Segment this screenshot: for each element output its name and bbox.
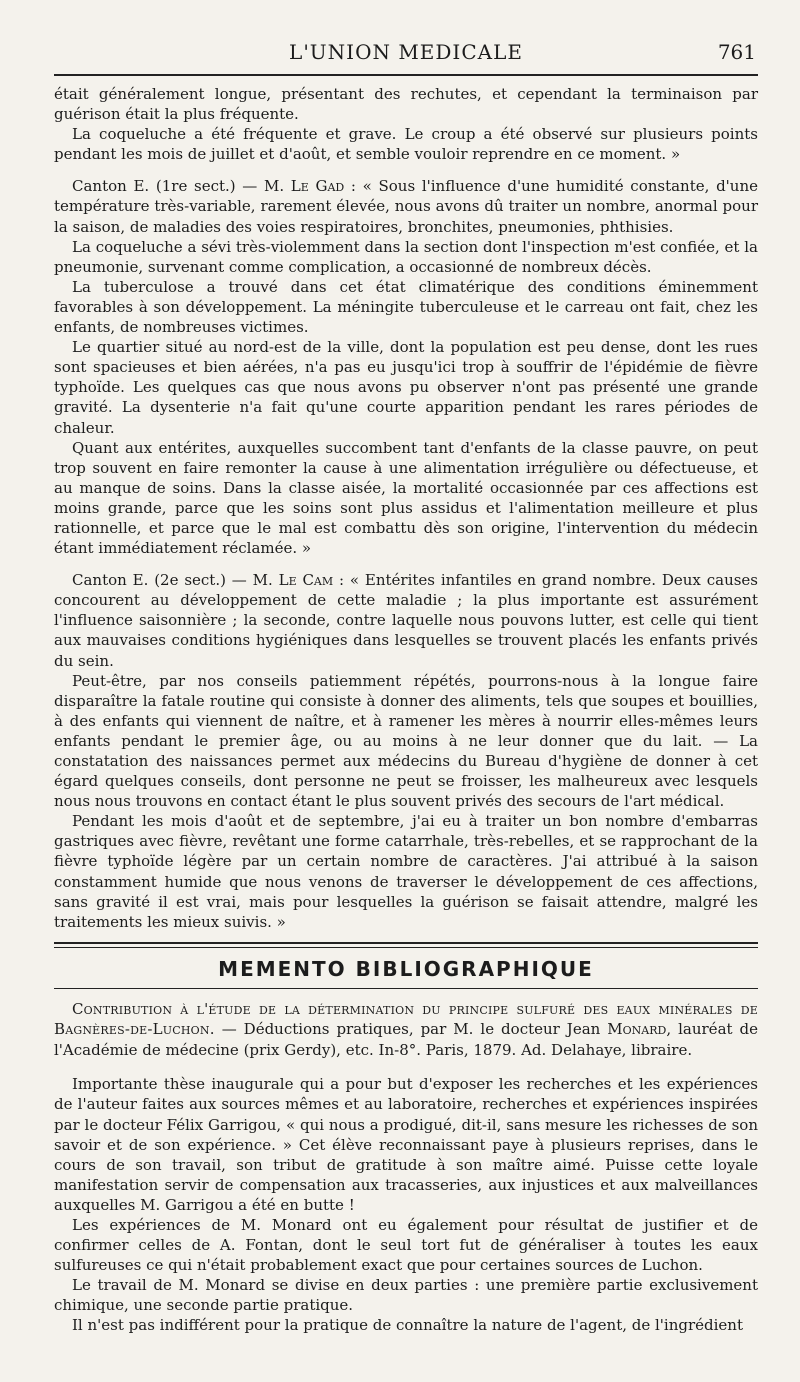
paragraph: La tuberculose a trouvé dans cet état climatérique des conditions éminemment favorables à son développement. La méningite tuberculeuse et le carreau ont fait, chez les enfants, de nombreuses victimes. (54, 277, 758, 337)
title-rule (54, 988, 758, 989)
report-canton-e-1 (54, 176, 758, 236)
article-body (54, 84, 758, 932)
memento-section (54, 999, 758, 1336)
paragraph: La coqueluche a sévi très-violemment dans la section dont l'inspection m'est confiée, et la pneumonie, survenant comme complication, a occasionné de nombreux décès. (54, 237, 758, 276)
report-text: : « Entérites infantiles en grand nombre. Deux causes concourent au développement de cette maladie ; la plus importante est assurément l'influence saisonnière ; la seconde, contre laquelle nous pouvons lutter, est celle qui tient aux mauvaises conditions hygiéniques dans lesquelles se trouvent placés les enfants privés du sein. (54, 571, 758, 670)
report-author: Le Cam (278, 571, 334, 590)
running-head (54, 36, 758, 76)
paragraph: Peut-être, par nos conseils patiemment répétés, pourrons-nous à la longue faire disparaître la fatale routine qui consiste à donner des aliments, tels que soupes et bouillies, à des enfants qui viennent de naître, et à ramener les mères à nourrir elles-mêmes leurs enfants pendant le premier âge, ou au moins à ne leur donner que du lait. — La constatation des naissances permet aux médecins du Bureau d'hygiène de donner à cet égard quelques conseils, dont personne ne peut se froisser, les malheureux avec lesquels nous nous trouvons en contact étant le plus souvent privés des secours de l'art médical. (54, 671, 758, 811)
paragraph: était généralement longue, présentant des rechutes, et cependant la terminaison par guérison était la plus fréquente. (54, 85, 758, 124)
review-paragraph: Il n'est pas indifférent pour la pratique de connaître la nature de l'agent, de l'ingrédient (72, 1316, 743, 1335)
entry-title: Contribution à l'étude de la détermination du principe sulfuré des eaux minérales de Bagnères-de-Luchon. (54, 999, 758, 1039)
paragraph: Quant aux entérites, auxquelles succombent tant d'enfants de la classe pauvre, on peut trop souvent en faire remonter la cause à une alimentation irrégulière ou défectueuse, et au manque de soins. Dans la classe aisée, la mortalité occasionnée par ces affections est moins grande, parce que les soins sont plus assidus et l'alimentation meilleure et plus rationnelle, et parce que le mal est combattu dès son origine, l'intervention du médecin étant immédiatement réclamée. » (54, 438, 758, 558)
review-paragraph: Le travail de M. Monard se divise en deux parties : une première partie exclusivement chimique, une seconde partie pratique. (54, 1276, 758, 1315)
report-text: : « Sous l'influence d'une humidité constante, d'une température très-variable, rarement élevée, nous avons dû traiter un nombre, anormal pour la saison, de maladies des voies respiratoires, bronchites, pneumonies, phthisies. (54, 177, 758, 236)
entry-details: — Déductions pratiques, par M. le docteur Jean (214, 1020, 608, 1039)
paragraph: La coqueluche a été fréquente et grave. Le croup a été observé sur plusieurs points pendant les mois de juillet et d'août, et semble vouloir reprendre en ce moment. » (54, 125, 758, 164)
report-canton: Canton E. (2e sect.) — M. (72, 571, 279, 590)
paragraph: Le quartier situé au nord-est de la ville, dont la population est peu dense, dont les rues sont spacieuses et bien aérées, n'a pas eu jusqu'ici trop à souffrir de l'épidémie de fièvre typhoïde. Les quelques cas que nous avons pu observer n'ont pas présenté une grande gravité. La dysenterie n'a fait qu'une courte apparition pendant les rares périodes de chaleur. (54, 338, 758, 437)
bibliographic-entry (54, 999, 758, 1061)
review-paragraph: Importante thèse inaugurale qui a pour but d'exposer les recherches et les expériences de l'auteur faites aux sources mêmes et au laboratoire, recherches et expériences inspirées par le docteur Félix Garrigou, « qui nous a prodigué, dit-il, sans mesure les richesses de son savoir et de son expérience. » Cet élève reconnaissant paye à plusieurs reprises, dans le cours de son travail, son tribut de gratitude à son maître aimé. Puisse cette loyale manifestation servir de compensation aux tracasseries, aux injustices et aux malveillances auxquelles M. Garrigou a été en butte ! (54, 1075, 758, 1214)
entry-publication: , lauréat de l'Académie de médecine (prix Gerdy), etc. In-8°. Paris, 1879. Ad. Delahaye, libraire. (54, 1020, 758, 1059)
review (54, 1074, 758, 1335)
review-paragraph: Les expériences de M. Monard ont eu également pour résultat de justifier et de confirmer celles de A. Fontan, dont le seul tort fut de généraliser à toutes les eaux sulfureuses ce qui n'était probablement exact que pour certaines sources de Luchon. (54, 1216, 758, 1275)
running-title: L'UNION MEDICALE (289, 40, 523, 64)
entry-author: Monard (607, 1020, 667, 1039)
report-canton: Canton E. (1re sect.) — M. (72, 177, 291, 196)
page-number: 761 (717, 40, 756, 64)
section-divider (54, 942, 758, 948)
paragraph: Pendant les mois d'août et de septembre, j'ai eu à traiter un bon nombre d'embarras gastriques avec fièvre, revêtant une forme catarrhale, très-rebelles, et se rapprochant de la fièvre typhoïde légère par un certain nombre de caractères. J'ai attribué à la saison constamment humide que nous venons de traverser le développement de ces affections, sans gravité il est vrai, mais pour lesquelles la guérison se faisait attendre, malgré les traitements les mieux suivis. » (54, 812, 758, 931)
report-canton-e-2 (54, 570, 758, 670)
report-author: Le Gad (290, 177, 345, 196)
section-title: MEMENTO BIBLIOGRAPHIQUE (218, 956, 594, 981)
